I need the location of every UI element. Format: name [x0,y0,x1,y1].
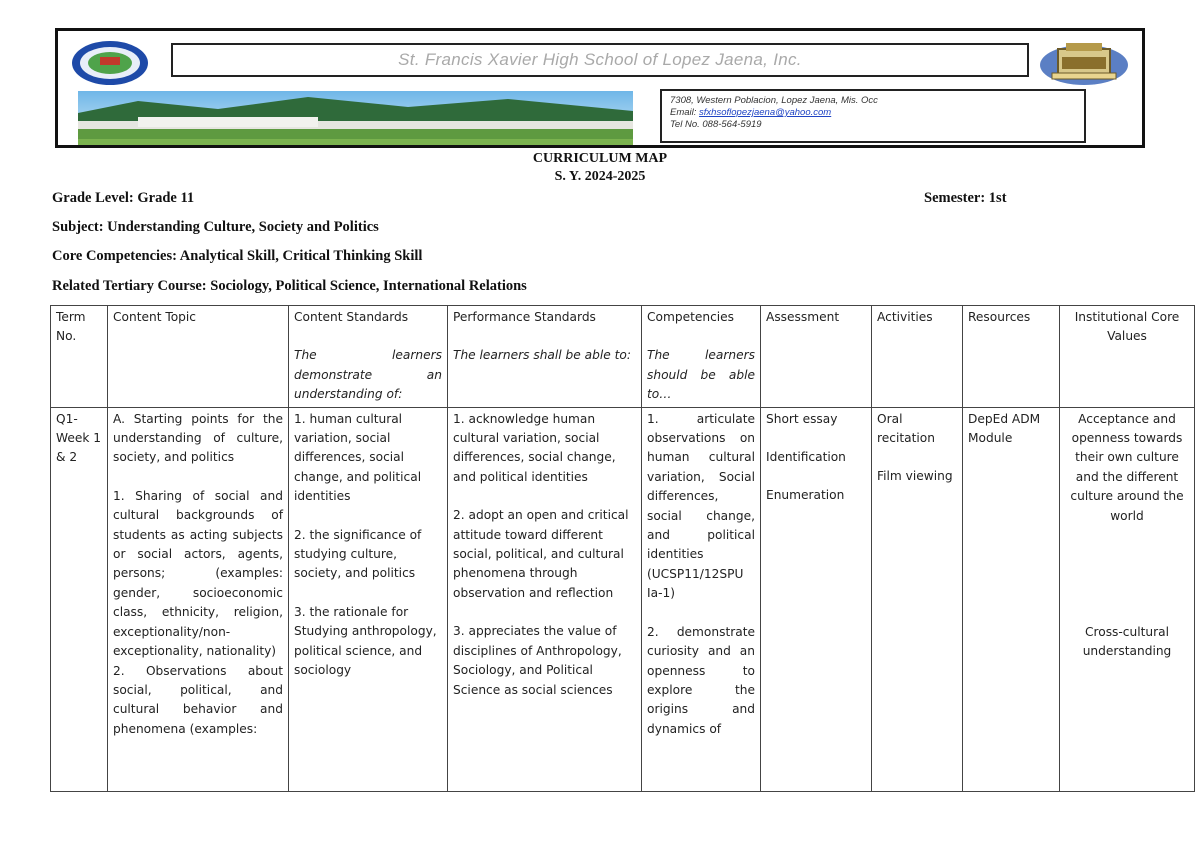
header-performance-standards-label: Performance Standards [453,310,596,324]
contact-box [660,89,1086,143]
topic-a: A. Starting points for the understanding of culture, society, and politics [113,411,283,465]
performance-standards-subheader: The learners shall be able to: [453,348,631,363]
email-line [670,107,1076,119]
school-year: S. Y. 2024-2025 [554,169,646,184]
content-standard-3: 3. the rationale for Studying anthropology, political science, and sociology [294,604,437,678]
header-competencies [642,306,761,408]
semester: Semester: 1st [924,190,1007,206]
document-title: CURRICULUM MAP [532,151,668,166]
content-topic-cell [108,407,289,791]
school-header [55,28,1145,148]
school-name: St. Francis Xavier High School of Lopez Jaena, Inc. [398,50,802,69]
header-content-topic: Content Topic [108,306,289,408]
performance-standard-1: 1. acknowledge human cultural variation, social differences, social change, and political identities [453,411,616,484]
competencies-cell [642,407,761,791]
content-standard-2: 2. the significance of studying culture, society, and politics [294,527,422,581]
competency-2: 2. demonstrate curiosity and an openness to explore the origins and dynamics of [647,624,755,736]
content-standard-1: 1. human cultural variation, social differences, social change, and political identities [294,411,422,504]
school-seal-logo [70,39,150,87]
header-term: Term No. [51,306,108,408]
header-activities: Activities [872,306,963,408]
topic-2: 2. Observations about social, political, and cultural behavior and phenomena (examples: [113,663,283,736]
content-standards-cell [289,407,448,791]
subject: Subject: Understanding Culture, Society and Politics [52,219,379,235]
header-competencies-label: Competencies [647,310,735,324]
performance-standards-cell [448,407,642,791]
grade-level: Grade Level: Grade 11 [52,190,195,206]
email-link[interactable]: sfxhsoflopezjaena@yahoo.com [699,107,832,118]
activity-item: Film viewing [877,469,953,484]
table-header-row [51,306,1195,408]
related-tertiary-course: Related Tertiary Course: Sociology, Political Science, International Relations [52,278,527,294]
email-label: Email: [670,107,700,118]
core-competencies: Core Competencies: Analytical Skill, Critical Thinking Skill [52,248,423,264]
topic-1: 1. Sharing of social and cultural backgrounds of students as acting subjects or social actors, agents, persons; (examples: gender, socioeconomic class, ethnicity, religion, exceptionality/non-exceptionality, nationality) [113,488,283,659]
curriculum-map-table [50,305,1195,792]
activities-cell [872,407,963,791]
core-value-1: Acceptance and openness towards their own culture and the different culture around the world [1070,411,1184,523]
header-content-standards-label: Content Standards [294,310,409,324]
telephone-text: Tel No. 088-564-5919 [670,119,762,130]
assessment-item: Short essay [766,411,838,426]
header-content-standards [289,306,448,408]
resources-cell: DepEd ADM Module [963,407,1060,791]
competency-1: 1. articulate observations on human cultural variation, Social differences, social change, and political identities (UCSP11/12SPU Ia-1) [647,411,755,601]
core-value-2: Cross-cultural understanding [1082,625,1172,659]
table-row [51,407,1195,791]
assessment-item: Identification [766,450,846,465]
header-core-values: Institutional Core Values [1060,306,1195,408]
assessment-item: Enumeration [766,488,845,503]
content-standards-subheader: The learners demonstrate an understanding of: [294,348,442,402]
building-emblem-logo [1038,37,1130,87]
term-cell: Q1-Week 1 & 2 [51,407,108,791]
header-resources: Resources [963,306,1060,408]
campus-banner-image [78,91,633,145]
competencies-subheader: The learners should be able to… [647,348,755,402]
core-values-cell [1060,407,1195,791]
address-text: 7308, Western Poblacion, Lopez Jaena, Mis. Occ [670,95,878,106]
activity-item: Oral recitation [877,411,935,446]
performance-standard-2: 2. adopt an open and critical attitude toward different social, political, and cultural phenomena through observation and reflection [453,508,629,600]
assessment-cell [761,407,872,791]
performance-standard-3: 3. appreciates the value of disciplines of Anthropology, Sociology, and Political Science as social sciences [453,624,622,697]
header-performance-standards [448,306,642,408]
header-assessment: Assessment [761,306,872,408]
school-name-box [171,43,1029,77]
